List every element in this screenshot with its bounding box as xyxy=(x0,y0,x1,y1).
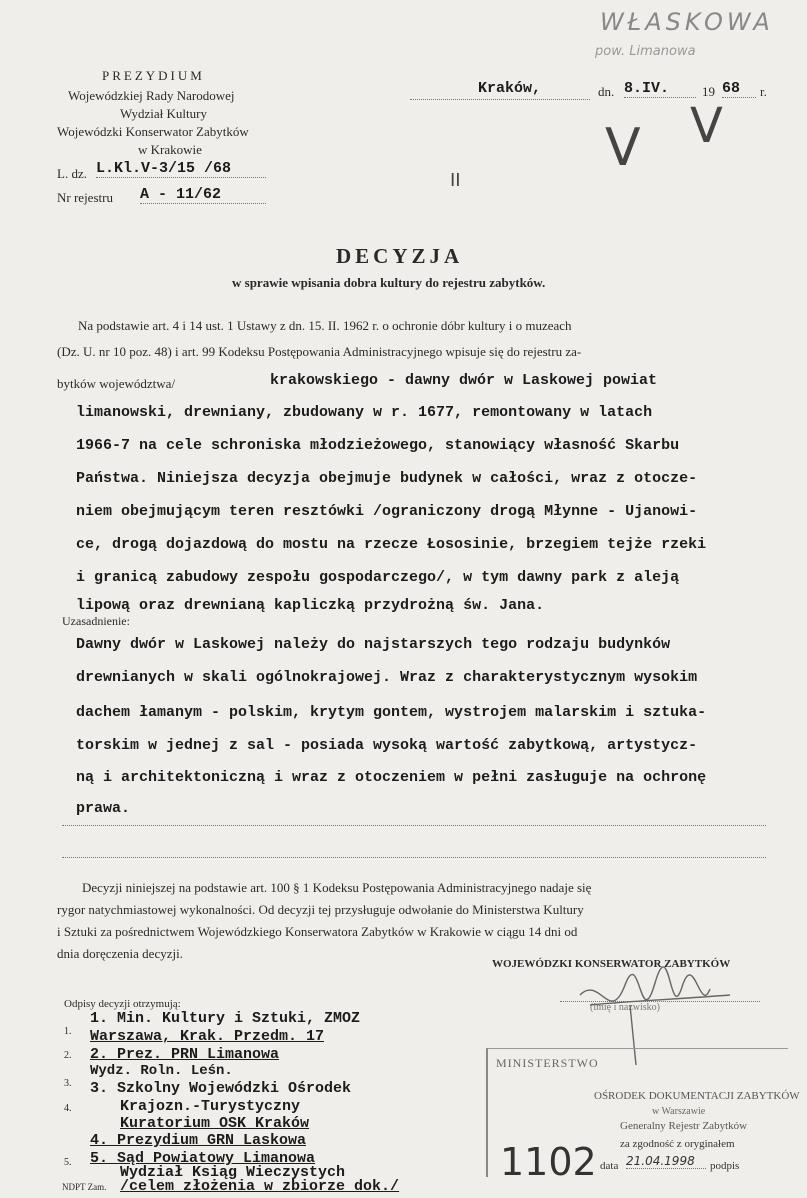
date-year: 68 xyxy=(722,80,756,98)
copy-line: Warszawa, Krak. Przedm. 17 xyxy=(90,1028,325,1045)
date-day: 8.IV. xyxy=(624,80,696,98)
copy-number: 2. xyxy=(64,1050,72,1061)
decision-line: lipową oraz drewnianą kapliczką przydrożną św. Jana. xyxy=(76,597,545,614)
copy-line: 2. Prez. PRN Limanowa xyxy=(90,1046,280,1063)
check-mark-2: V xyxy=(690,98,723,154)
justification-line: ną i architektoniczną i wraz z otoczeniem w pełni zasługuje na ochronę xyxy=(76,769,707,786)
copy-line: 3. Szkolny Wojewódzki Ośrodek xyxy=(90,1080,352,1097)
copy-number: 5. xyxy=(64,1157,72,1168)
office-conservator: Wojewódzki Konserwator Zabytków xyxy=(57,124,249,139)
register-value: A - 11/62 xyxy=(140,186,266,204)
signatory-title: WOJEWÓDZKI KONSERWATOR ZABYTKÓW xyxy=(492,958,731,970)
justification-line: prawa. xyxy=(76,800,131,817)
stamp-date-value: 21.04.1998 xyxy=(626,1154,706,1169)
date-dn-label: dn. xyxy=(598,84,615,99)
copy-line: Krajozn.-Turystyczny xyxy=(120,1098,301,1115)
final-line-1: Decyzji niniejszej na podstawie art. 100 § 1 Kodeksu Postępowania Administracyjnego nadaje się xyxy=(82,880,592,895)
copy-number: 3. xyxy=(64,1078,72,1089)
date-year-prefix: 19 xyxy=(702,84,715,99)
office-presidium: PREZYDIUM xyxy=(102,68,205,83)
final-line-2: rygor natychmiastowej wykonalności. Od decyzji tej przysługuje odwołanie do Ministerstwa Kultury xyxy=(57,902,584,917)
stamp-city: w Warszawie xyxy=(652,1106,706,1117)
handwritten-number: 1102 xyxy=(500,1140,597,1184)
ndpt-note: NDPT Zam. xyxy=(62,1182,107,1192)
signature-caption: (imię i nazwisko) xyxy=(590,1002,660,1013)
document-title: DECYZJA xyxy=(336,244,464,268)
copy-line: Wydział Ksiąg Wieczystych xyxy=(120,1164,346,1181)
ldz-label: L. dz. xyxy=(57,166,87,181)
decision-line: Państwa. Niniejsza decyzja obejmuje budynek w całości, wraz z otocze- xyxy=(76,470,698,487)
decision-line: i granicą zabudowy zespołu gospodarczego/, w tym dawny park z aleją xyxy=(76,569,680,586)
dotted-line xyxy=(62,856,766,858)
office-city: w Krakowie xyxy=(138,142,202,157)
stamp-center: OŚRODEK DOKUMENTACJI ZABYTKÓW xyxy=(594,1090,800,1102)
roman-mark: II xyxy=(450,170,461,191)
copy-number: 4. xyxy=(64,1103,72,1114)
decision-line: krakowskiego - dawny dwór w Laskowej powiat xyxy=(270,372,658,389)
intro-line-1: Na podstawie art. 4 i 14 ust. 1 Ustawy z dn. 15. II. 1962 r. o ochronie dóbr kultury i o muzeach xyxy=(78,318,572,333)
handwritten-note: pow. Limanowa xyxy=(595,44,696,59)
justification-line: drewnianych w skali ogólnokrajowej. Wraz z charakterystycznym wysokim xyxy=(76,669,698,686)
justification-line: dachem łamanym - polskim, krytym gontem, wystrojem malarskim i sztuka- xyxy=(76,704,707,721)
office-council: Wojewódzkiej Rady Narodowej xyxy=(68,88,235,103)
copy-line: 5. Sąd Powiatowy Limanowa xyxy=(90,1150,316,1167)
date-place: Kraków, xyxy=(478,80,542,97)
date-dots xyxy=(410,98,590,100)
document-subtitle: w sprawie wpisania dobra kultury do rejestru zabytków. xyxy=(232,275,546,290)
decision-line: niem obejmującym teren resztówki /ograniczony drogą Młynne - Ujanowi- xyxy=(76,503,698,520)
stamp-registry: Generalny Rejestr Zabytków xyxy=(620,1120,748,1132)
stamp-conformity: za zgodność z oryginałem xyxy=(620,1138,735,1150)
copy-line: /celem złożenia w zbiorze dok./ xyxy=(120,1178,400,1195)
copy-number: 1. xyxy=(64,1026,72,1037)
copy-line: Wydz. Roln. Leśn. xyxy=(90,1063,233,1079)
justification-line: Dawny dwór w Laskowej należy do najstarszych tego rodzaju budynków xyxy=(76,636,671,653)
copy-line: Kuratorium OSK Kraków xyxy=(120,1115,310,1132)
intro-line-3: bytków województwa/ xyxy=(57,376,176,391)
decision-line: limanowski, drewniany, zbudowany w r. 1677, remontowany w latach xyxy=(76,404,653,421)
stamp-date-label: data xyxy=(600,1160,619,1172)
stamp-ministry: MINISTERSTWO xyxy=(496,1056,599,1070)
copy-line: 1. Min. Kultury i Sztuki, ZMOZ xyxy=(90,1010,361,1027)
dotted-line xyxy=(62,824,766,826)
decision-line: ce, drogą dojazdową do mostu na rzecze Łososinie, brzegiem tejże rzeki xyxy=(76,536,707,553)
decision-line: 1966-7 na cele schroniska młodzieżowego, stanowiący własność Skarbu xyxy=(76,437,680,454)
date-suffix: r. xyxy=(760,84,767,99)
check-mark-1: V xyxy=(605,118,641,178)
justification-line: torskim w jednej z sal - posiada wysoką wartość zabytkową, artystycz- xyxy=(76,737,698,754)
copy-line: 4. Prezydium GRN Laskowa xyxy=(90,1132,307,1149)
register-label: Nr rejestru xyxy=(57,190,113,205)
final-line-4: dnia doręczenia decyzji. xyxy=(57,946,183,961)
final-line-3: i Sztuki za pośrednictwem Wojewódzkiego Konserwatora Zabytków w Krakowie w ciągu 14 dni od xyxy=(57,924,578,939)
handwritten-locality: WŁASKOWA xyxy=(600,8,774,36)
justification-label: Uzasadnienie: xyxy=(62,614,130,628)
stamp-sign-label: podpis xyxy=(710,1160,740,1172)
ldz-value: L.Kl.V-3/15 /68 xyxy=(96,160,266,178)
intro-line-2: (Dz. U. nr 10 poz. 48) i art. 99 Kodeksu Postępowania Administracyjnego wpisuje się do rejestru za- xyxy=(57,344,582,359)
office-department: Wydział Kultury xyxy=(120,106,207,121)
copies-label: Odpisy decyzji otrzymują: xyxy=(64,998,181,1010)
